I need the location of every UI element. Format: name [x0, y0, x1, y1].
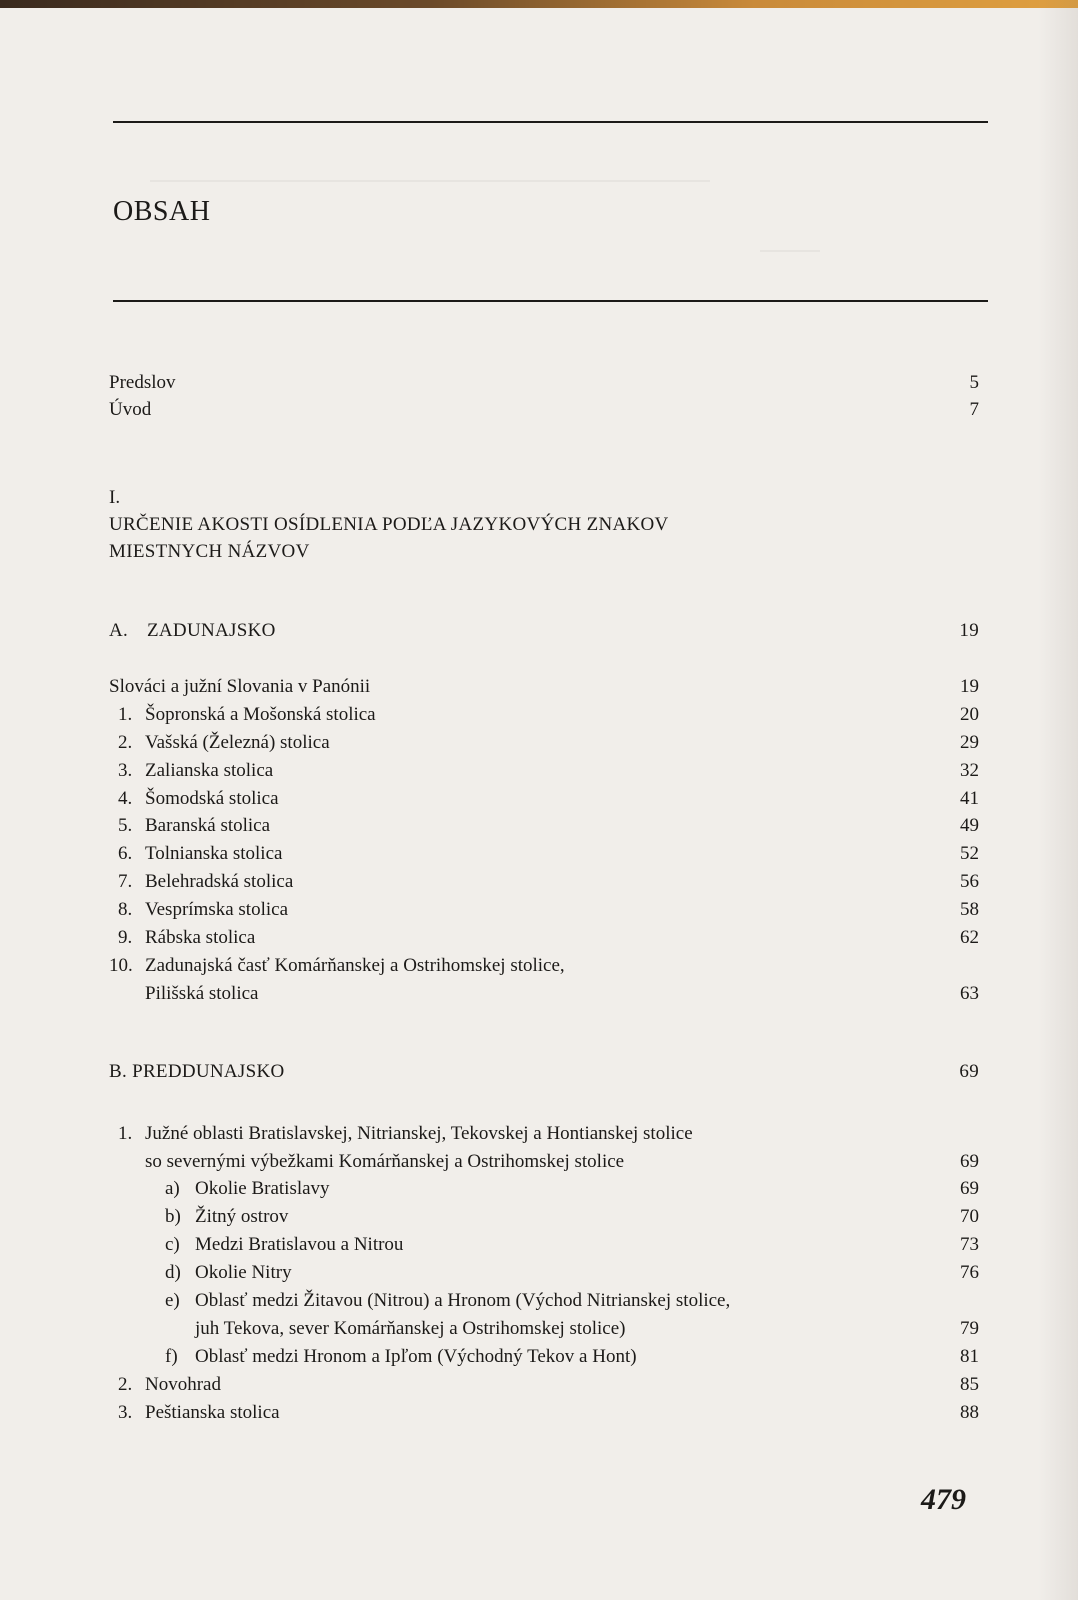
toc-entry-page: 69	[960, 1151, 979, 1172]
toc-subentry	[0, 1203, 1078, 1231]
toc-entry-continuation	[0, 1148, 1078, 1176]
toc-entry	[0, 812, 1078, 840]
toc-entry-title: Zalianska stolica	[145, 760, 274, 781]
toc-entry-number: 6.	[118, 843, 133, 864]
toc-entry-title: Vesprímska stolica	[145, 899, 289, 920]
toc-subentry-label: d)	[165, 1262, 181, 1283]
section-a-title: ZADUNAJSKO	[147, 620, 276, 641]
toc-subentry-page: 69	[960, 1178, 979, 1199]
part-title-line1	[0, 511, 1078, 539]
toc-entry-page: 63	[960, 983, 979, 1004]
toc-entry-number: 7.	[118, 871, 133, 892]
toc-entry-title: Rábska stolica	[145, 927, 256, 948]
toc-entry-predslov	[0, 369, 1078, 397]
toc-subentry-title: Okolie Nitry	[195, 1262, 292, 1283]
toc-entry-number: 2.	[118, 1374, 133, 1395]
toc-entry	[0, 785, 1078, 813]
toc-subentry-page: 73	[960, 1234, 979, 1255]
toc-entry-title: Úvod	[109, 399, 152, 420]
toc-entry-page: 85	[960, 1374, 979, 1395]
toc-subentry-title: Medzi Bratislavou a Nitrou	[195, 1234, 404, 1255]
toc-subentry-title: Oblasť medzi Žitavou (Nitrou) a Hronom (Východ Nitrianskej stolice,	[195, 1290, 731, 1311]
toc-subentry-title: Okolie Bratislavy	[195, 1178, 330, 1199]
section-a-subheading	[0, 673, 1078, 701]
page-title: OBSAH	[113, 196, 211, 227]
toc-entry-title: Belehradská stolica	[145, 871, 294, 892]
toc-subentry-label: f)	[165, 1346, 178, 1367]
toc-entry-page: 52	[960, 843, 979, 864]
toc-subentry-title: Žitný ostrov	[195, 1206, 289, 1227]
toc-entry-number: 2.	[118, 732, 133, 753]
toc-entry-page: 32	[960, 760, 979, 781]
bleed-through-mark	[760, 250, 820, 252]
toc-subentry-label: a)	[165, 1178, 180, 1199]
subheading-title: Slováci a južní Slovania v Panónii	[109, 676, 371, 697]
toc-entry-number: 3.	[118, 1402, 133, 1423]
toc-entry-page: 5	[969, 372, 979, 393]
toc-entry-title: so severnými výbežkami Komárňanskej a Ostrihomskej stolice	[145, 1151, 625, 1172]
toc-entry-title: Šopronská a Mošonská stolica	[145, 704, 376, 725]
toc-entry-page: 29	[960, 732, 979, 753]
toc-subentry-page: 81	[960, 1346, 979, 1367]
part-numeral	[0, 484, 1078, 512]
toc-entry-page: 7	[969, 399, 979, 420]
toc-subentry-page: 79	[960, 1318, 979, 1339]
toc-entry	[0, 896, 1078, 924]
top-rule	[113, 121, 988, 123]
toc-entry-number: 4.	[118, 788, 133, 809]
toc-entry-number: 1.	[118, 1123, 133, 1144]
toc-entry-page: 56	[960, 871, 979, 892]
toc-entry	[0, 952, 1078, 980]
part-title-line2	[0, 538, 1078, 566]
page-number: 479	[921, 1483, 966, 1516]
toc-entry-uvod	[0, 396, 1078, 424]
toc-entry	[0, 1371, 1078, 1399]
toc-entry	[0, 1399, 1078, 1427]
toc-entry-title: Južné oblasti Bratislavskej, Nitrianskej, Tekovskej a Hontianskej stolice	[145, 1123, 693, 1144]
section-b-title: B. PREDDUNAJSKO	[109, 1061, 285, 1082]
toc-entry-page: 49	[960, 815, 979, 836]
toc-subentry	[0, 1259, 1078, 1287]
toc-subentry-page: 76	[960, 1262, 979, 1283]
toc-subentry	[0, 1231, 1078, 1259]
toc-entry	[0, 840, 1078, 868]
toc-entry-number: 3.	[118, 760, 133, 781]
page-top-edge	[0, 0, 1078, 8]
toc-subentry-label: b)	[165, 1206, 181, 1227]
section-b-heading	[0, 1058, 1078, 1086]
toc-entry-title: Tolnianska stolica	[145, 843, 283, 864]
toc-entry-page: 88	[960, 1402, 979, 1423]
toc-subentry-continuation	[0, 1315, 1078, 1343]
title-rule	[113, 300, 988, 302]
toc-entry-title: Vašská (Železná) stolica	[145, 732, 330, 753]
toc-entry-number: 1.	[118, 704, 133, 725]
section-b-page: 69	[959, 1061, 979, 1082]
toc-entry-title: Baranská stolica	[145, 815, 271, 836]
toc-entry-title: Pilišská stolica	[145, 983, 259, 1004]
subheading-page: 19	[960, 676, 979, 697]
toc-entry	[0, 924, 1078, 952]
section-a-page: 19	[959, 620, 979, 641]
toc-entry-title: Peštianska stolica	[145, 1402, 280, 1423]
toc-entry-number: 10.	[109, 955, 133, 976]
toc-entry	[0, 701, 1078, 729]
bleed-through-mark	[150, 180, 710, 182]
toc-entry-continuation	[0, 980, 1078, 1008]
part-title-text: URČENIE AKOSTI OSÍDLENIA PODĽA JAZYKOVÝCH ZNAKOV	[109, 514, 669, 535]
toc-entry-page: 62	[960, 927, 979, 948]
toc-subentry-label: e)	[165, 1290, 180, 1311]
toc-subentry	[0, 1287, 1078, 1315]
toc-subentry-title: juh Tekova, sever Komárňanskej a Ostrihomskej stolice)	[195, 1318, 626, 1339]
toc-subentry	[0, 1343, 1078, 1371]
toc-subentry-page: 70	[960, 1206, 979, 1227]
part-title-text: MIESTNYCH NÁZVOV	[109, 541, 310, 562]
toc-entry-page: 41	[960, 788, 979, 809]
section-a-heading	[0, 617, 1078, 645]
toc-subentry	[0, 1175, 1078, 1203]
toc-entry-title: Zadunajská časť Komárňanskej a Ostrihomskej stolice,	[145, 955, 565, 976]
toc-entry-page: 58	[960, 899, 979, 920]
toc-entry	[0, 868, 1078, 896]
toc-entry-number: 9.	[118, 927, 133, 948]
toc-entry-title: Šomodská stolica	[145, 788, 279, 809]
toc-entry	[0, 757, 1078, 785]
toc-entry-page: 20	[960, 704, 979, 725]
toc-subentry-label: c)	[165, 1234, 180, 1255]
part-numeral-text: I.	[109, 487, 121, 508]
toc-entry-title: Novohrad	[145, 1374, 221, 1395]
toc-subentry-title: Oblasť medzi Hronom a Ipľom (Východný Tekov a Hont)	[195, 1346, 637, 1367]
section-a-label: A.	[109, 620, 129, 641]
toc-entry-number: 8.	[118, 899, 133, 920]
toc-entry-number: 5.	[118, 815, 133, 836]
toc-entry	[0, 1120, 1078, 1148]
toc-entry-title: Predslov	[109, 372, 176, 393]
toc-entry	[0, 729, 1078, 757]
